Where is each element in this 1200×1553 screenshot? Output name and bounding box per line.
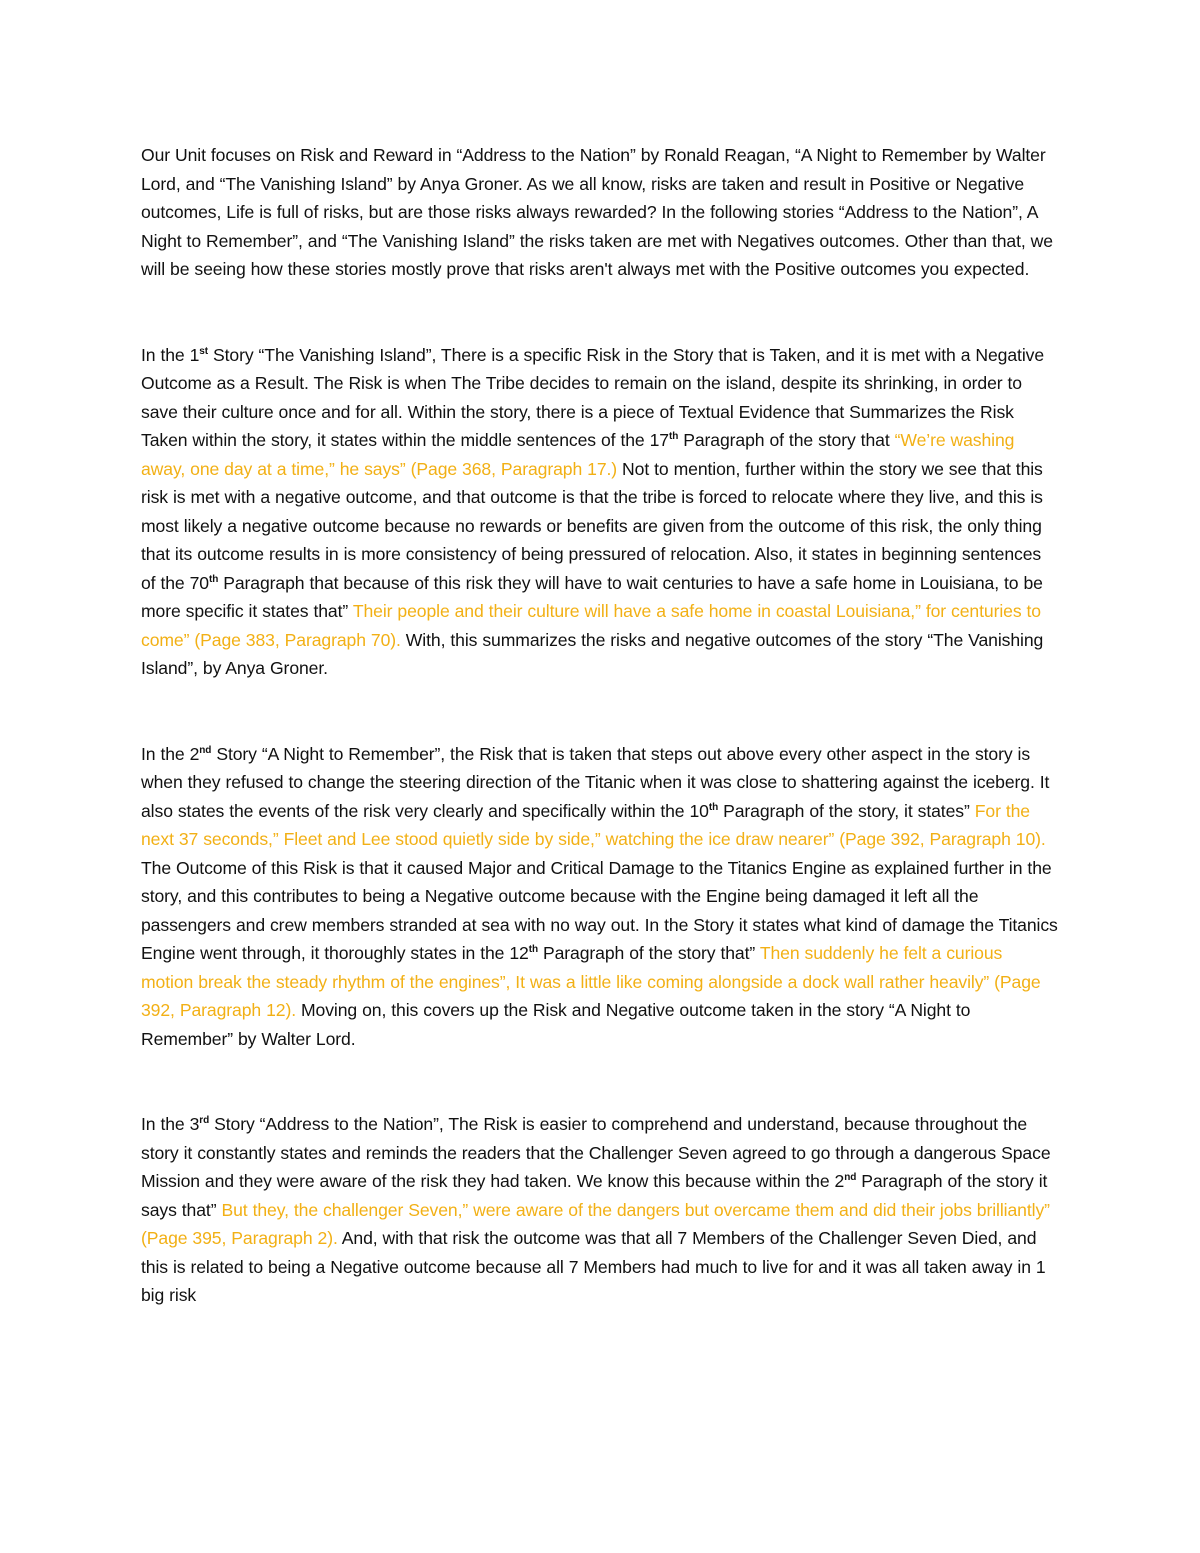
text-span: In the 1 [141,344,200,365]
text-span: Paragraph of the story that [678,430,895,450]
quote-citation: For the next 37 seconds,” Fleet and Lee stood quietly side by side,” watching the ice draw nearer” (Page 392, Paragraph 10). [141,800,1046,849]
text-span: In the 3 [141,1114,200,1134]
text-span: Paragraph that because of this risk they will have to wait centuries to have a safe home in Louisiana, to be more specific it states that” [141,572,1043,621]
ordinal-suffix: th [528,944,538,956]
ordinal-suffix: st [199,345,208,357]
story-2-paragraph [141,740,1059,1054]
paragraph-gap [141,1053,1059,1110]
story-3-paragraph [141,1110,1059,1310]
paragraph-gap [141,683,1059,740]
intro-paragraph [141,141,1059,284]
text-span: With, this summarizes the risks and negative outcomes of the story “The Vanishing Island”, by Anya Groner. [141,629,1044,678]
ordinal-suffix: th [668,431,679,443]
document-body [141,141,1059,1310]
story-1-paragraph [141,341,1059,683]
paragraph-gap [141,284,1059,341]
text-span: Our Unit focuses on Risk and Reward in “Address to the Nation” by Ronald Reagan, “A Night to Remember by Walter Lord, and “The Vanishing Island” by Anya Groner. As we all know, risks are taken and result in Positive or Negative outcomes, Life is full of risks, but are those risks always rewarded? In the following stories “Address to the Nation”, A Night to Remember”, and “The Vanishing Island” the risks taken are met with Negatives outcomes. Other than that, we will be seeing how these stories mostly prove that risks aren't always met with the Positive outcomes you expected. [141,145,1053,279]
text-span: And, with that risk the outcome was that all 7 Members of the Challenger Seven Died, and this is related to being a Negative outcome because all 7 Members had much to live for and it was all taken away in 1 big risk [141,1228,1046,1305]
text-span: Paragraph of the story it says that” [141,1171,1048,1220]
text-span: Paragraph of the story that” [537,943,760,963]
text-span: Story “A Night to Remember”, the Risk that is taken that steps out above every other aspect in the story is when they refused to change the steering direction of the Titanic when it was close to shattering against the iceberg. It also states the events of the risk very clearly and specifically within the 10 [141,743,1050,821]
quote-citation: Then suddenly he felt a curious motion break the steady rhythm of the engines”, It was a little like coming alongside a dock wall rather heavily” (Page 392, Paragraph 12). [141,943,1041,1020]
ordinal-suffix: th [708,801,719,813]
text-span: Paragraph of the story, it states” [718,800,975,821]
ordinal-suffix: rd [199,1115,210,1127]
quote-citation: Their people and their culture will have a safe home in coastal Louisiana,” for centuries to come” (Page 383, Paragraph 70). [141,601,1041,650]
ordinal-suffix: th [208,573,219,585]
quote-citation: But they, the challenger Seven,” were aware of the dangers but overcame them and did their jobs brilliantly” (Page 395, Paragraph 2). [141,1199,1050,1248]
ordinal-suffix: nd [844,1172,857,1184]
text-span: Not to mention, further within the story we see that this risk is met with a negative outcome, and that outcome is that the tribe is forced to relocate where they live, and this is most likely a negative outcome because no rewards or benefits are given from the outcome of this risk, the only thing that its outcome results in is more consistency of being pressured of relocation. Also, it states in beginning sentences of the 70 [141,458,1043,593]
text-span: Story “Address to the Nation”, The Risk is easier to comprehend and understand, because throughout the story it constantly states and reminds the readers that the Challenger Seven agreed to go through a dangerous Space Mission and they were aware of the risk they had taken. We know this because within the 2 [141,1114,1051,1191]
quote-citation: “We’re washing away, one day at a time,” he says” (Page 368, Paragraph 17.) [141,430,1015,479]
text-span: Story “The Vanishing Island”, There is a specific Risk in the Story that is Taken, and it is met with a Negative Outcome as a Result. The Risk is when The Tribe decides to remain on the island, despite its shrinking, in order to save their culture once and for all. Within the story, there is a piece of Textual Evidence that Summarizes the Risk Taken within the story, it states within the middle sentences of the 17 [141,344,1045,450]
text-span: The Outcome of this Risk is that it caused Major and Critical Damage to the Titanics Engine as explained further in the story, and this contributes to being a Negative outcome because with the Engine being damaged it left all the passengers and crew members stranded at sea with no way out. In the Story it states what kind of damage the Titanics Engine went through, it thoroughly states in the 12 [141,857,1058,963]
text-span: Moving on, this covers up the Risk and Negative outcome taken in the story “A Night to Remember” by Walter Lord. [141,1000,971,1049]
ordinal-suffix: nd [199,744,212,756]
text-span: In the 2 [141,743,200,764]
